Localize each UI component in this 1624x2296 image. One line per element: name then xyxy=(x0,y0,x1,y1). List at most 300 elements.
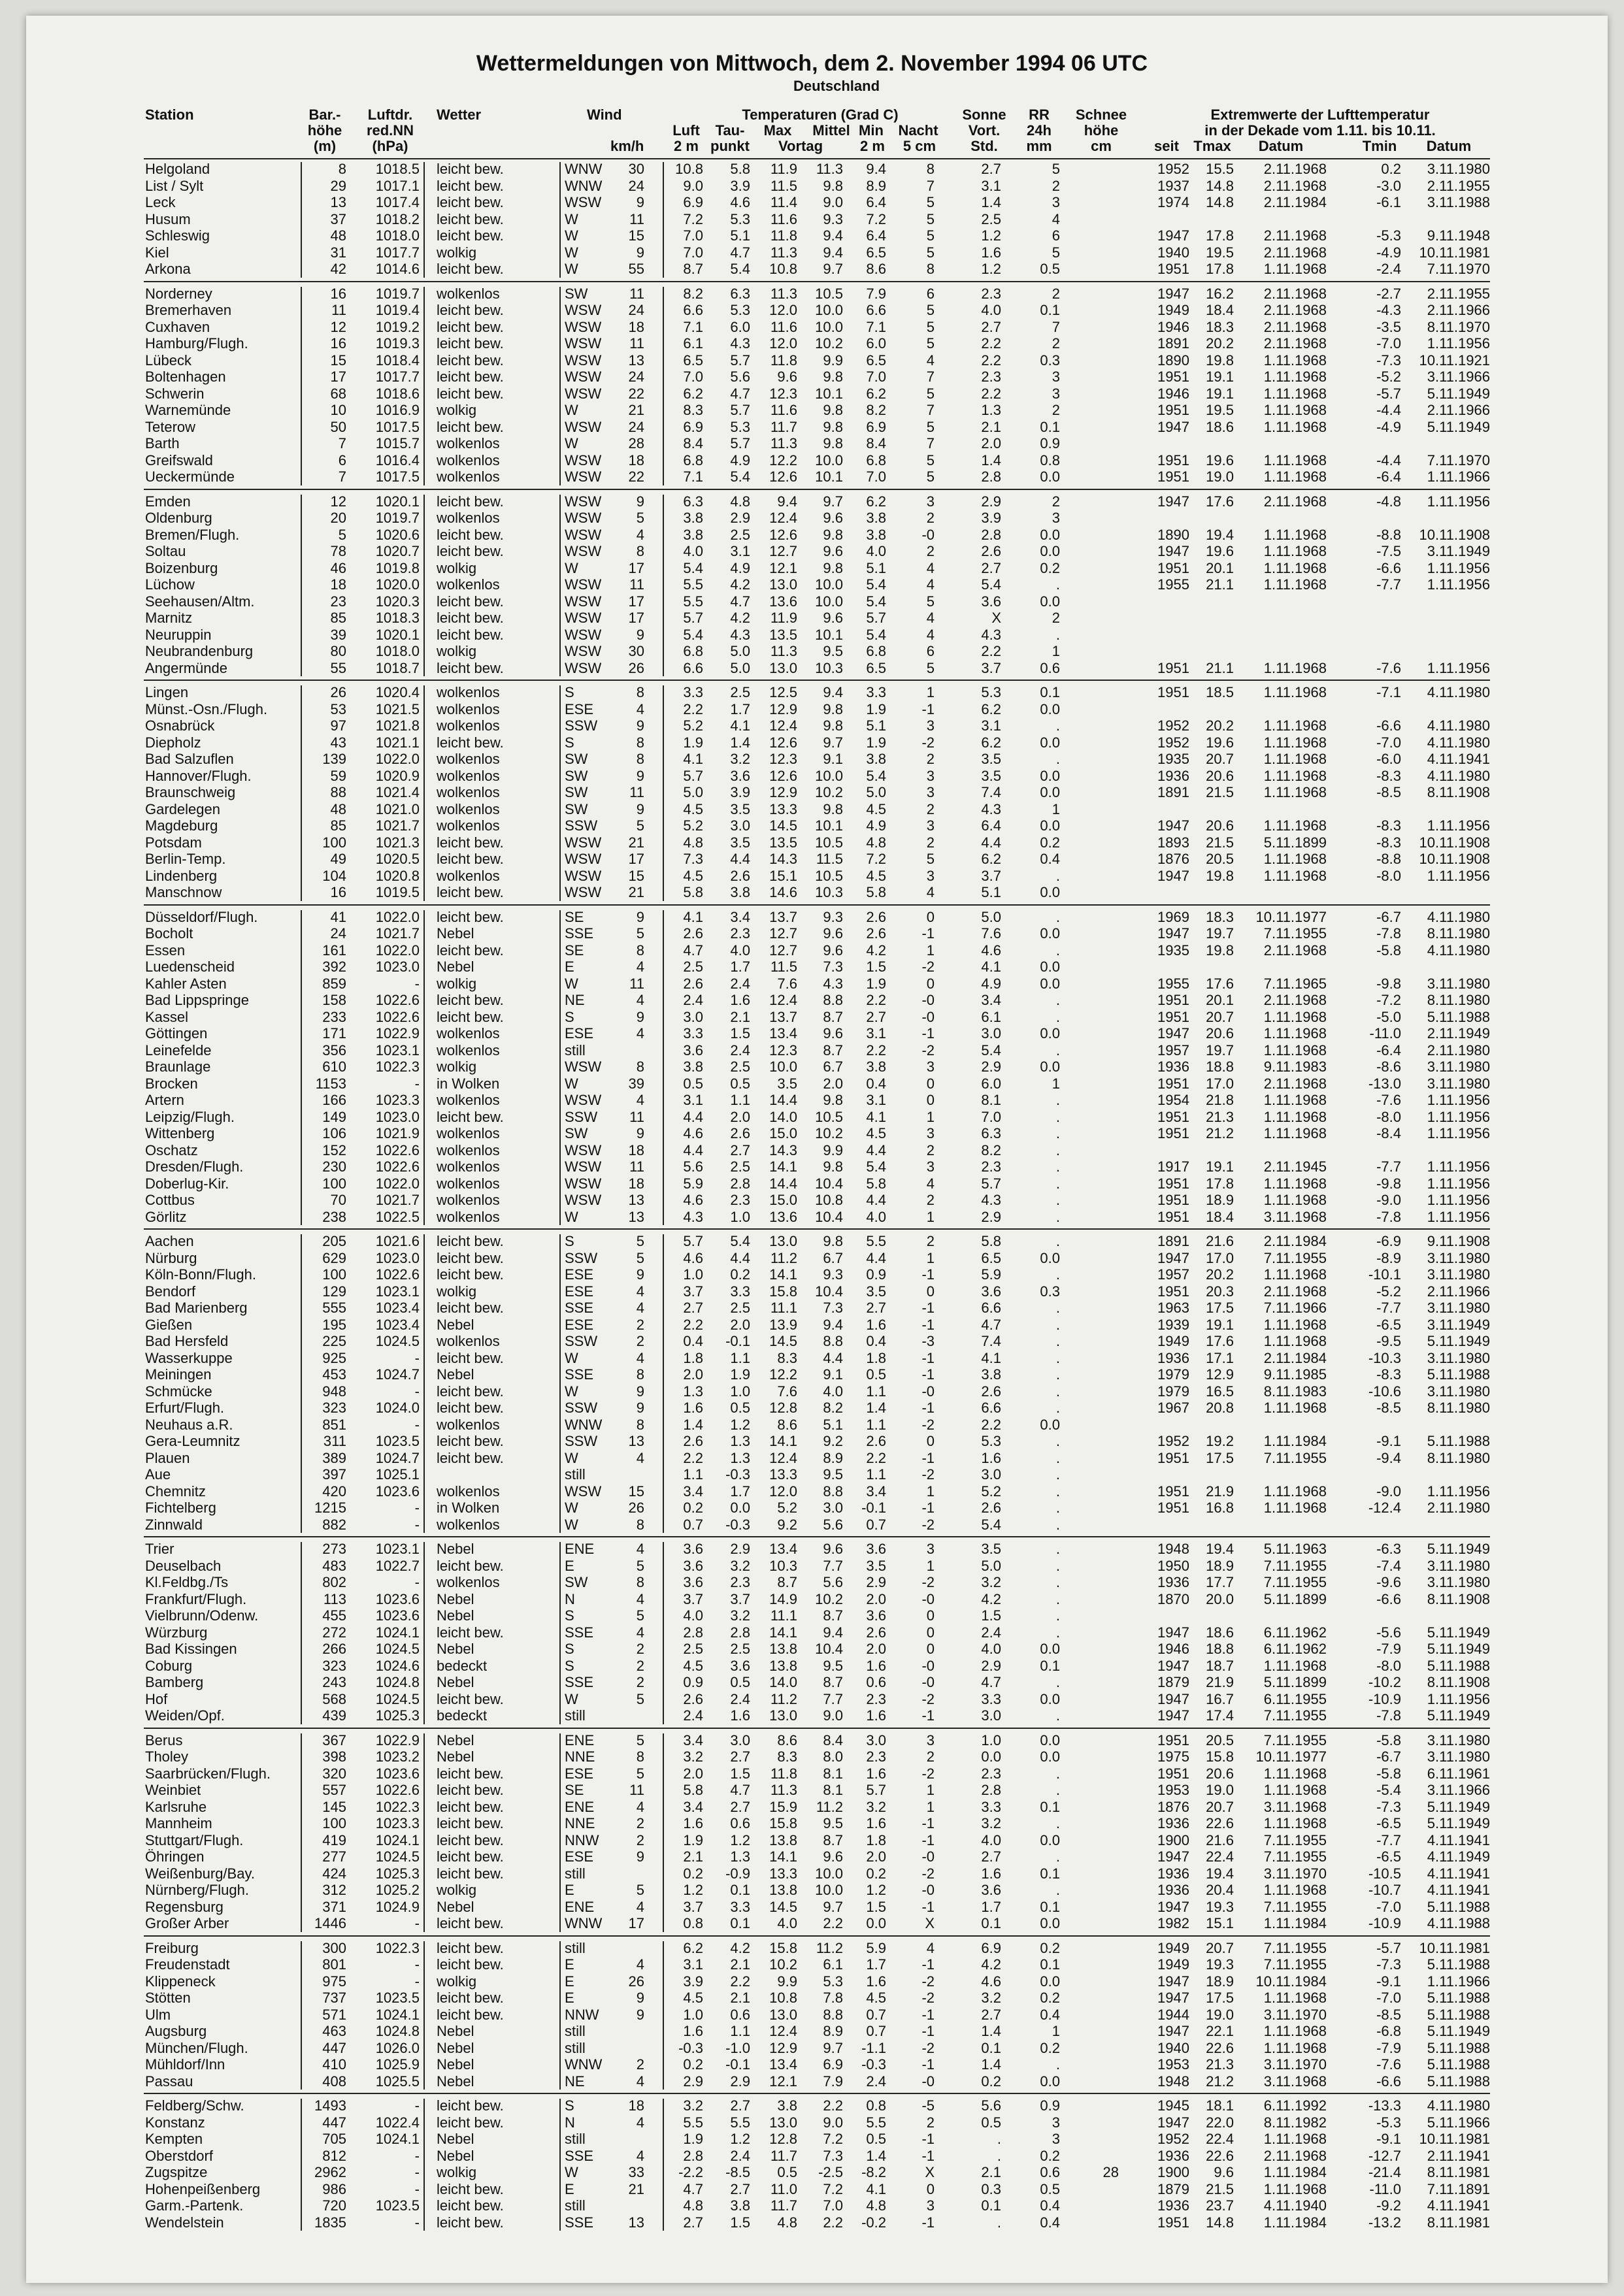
cell-air-temp: 10.8 xyxy=(675,161,703,177)
cell-min-2m: 5.5 xyxy=(866,2114,886,2131)
cell-rain-24h: 0.2 xyxy=(1040,1990,1060,2006)
cell-elevation: 53 xyxy=(330,700,346,717)
cell-rain-24h: 0.0 xyxy=(1040,1249,1060,1266)
cell-dewpoint: 3.7 xyxy=(730,1590,750,1607)
cell-night-min-5cm: -1 xyxy=(921,2214,935,2231)
cell-weather: leicht bew. xyxy=(437,418,504,435)
cell-min-2m: 2.3 xyxy=(866,1748,886,1765)
cell-tmax-date: 1.11.1968 xyxy=(1263,1782,1327,1798)
cell-pressure: 1020.8 xyxy=(375,867,420,884)
cell-station: Karlsruhe xyxy=(145,1798,207,1815)
col-header-dewpoint-2: punkt xyxy=(710,138,750,154)
cell-rain-24h: . xyxy=(1055,1175,1060,1192)
cell-air-temp: 2.7 xyxy=(683,2214,703,2231)
cell-max-prev-day: 12.4 xyxy=(769,510,797,526)
table-row xyxy=(0,1483,1624,1500)
cell-sunshine: 1.4 xyxy=(981,2023,1001,2039)
cell-min-2m: 2.2 xyxy=(866,1041,886,1058)
station-group xyxy=(0,2097,1624,2231)
cell-weather: wolkenlos xyxy=(437,767,500,784)
cell-rain-24h: . xyxy=(1055,1516,1060,1533)
cell-tmax-date: 1.11.1968 xyxy=(1263,734,1327,751)
cell-max-prev-day: 10.0 xyxy=(769,1058,797,1075)
cell-tmax-record: 17.4 xyxy=(1206,1707,1234,1724)
cell-night-min-5cm: -0 xyxy=(921,1882,935,1898)
cell-night-min-5cm: 5 xyxy=(926,210,935,227)
cell-dewpoint: 4.3 xyxy=(730,626,750,643)
cell-elevation: 158 xyxy=(322,992,346,1008)
cell-max-prev-day: 13.3 xyxy=(769,1466,797,1483)
cell-pressure: - xyxy=(414,1915,420,1931)
table-row xyxy=(0,194,1624,211)
cell-tmin-date: 8.11.1980 xyxy=(1427,992,1490,1008)
cell-air-temp: 7.1 xyxy=(683,318,703,335)
cell-dewpoint: 3.5 xyxy=(730,834,750,851)
table-row xyxy=(0,1266,1624,1283)
station-group xyxy=(0,286,1624,485)
cell-tmin-date: 7.11.1970 xyxy=(1427,451,1490,468)
cell-sunshine: 1.3 xyxy=(981,402,1001,418)
cell-tmax-date: 2.11.1968 xyxy=(1263,244,1327,261)
cell-sunshine: 6.5 xyxy=(981,1249,1001,1266)
cell-min-2m: 0.7 xyxy=(866,1516,886,1533)
cell-pressure: 1025.2 xyxy=(375,1882,420,1898)
cell-night-min-5cm: -0 xyxy=(921,992,935,1008)
cell-night-min-5cm: 3 xyxy=(926,717,935,734)
cell-sunshine: 3.9 xyxy=(981,510,1001,526)
cell-pressure: 1023.3 xyxy=(375,1815,420,1831)
cell-elevation: 447 xyxy=(322,2114,346,2131)
column-rule xyxy=(559,910,561,1226)
cell-wind-speed: 18 xyxy=(628,1175,644,1192)
cell-dewpoint: 1.3 xyxy=(730,1449,750,1466)
cell-tmin-record: -7.9 xyxy=(1376,1641,1401,1657)
cell-record-since: 1947 xyxy=(1157,493,1189,510)
table-row xyxy=(0,868,1624,885)
cell-night-min-5cm: 2 xyxy=(926,1748,935,1765)
cell-min-2m: 3.5 xyxy=(866,1283,886,1300)
cell-tmax-date: 1.11.1968 xyxy=(1263,369,1327,385)
cell-wind-speed: 15 xyxy=(628,1483,644,1500)
cell-record-since: 1870 xyxy=(1157,1590,1189,1607)
table-row xyxy=(0,734,1624,751)
cell-max-prev-day: 7.6 xyxy=(777,975,797,992)
cell-station: Norderney xyxy=(145,285,212,302)
cell-wind-direction: N xyxy=(565,2114,575,2131)
cell-tmin-record: -8.5 xyxy=(1376,2006,1401,2023)
cell-max-prev-day: 13.6 xyxy=(769,593,797,610)
cell-tmin-date: 4.11.1980 xyxy=(1427,2097,1490,2114)
cell-weather: wolkig xyxy=(437,1882,477,1898)
cell-record-since: 1951 xyxy=(1157,659,1189,676)
cell-station: Diepholz xyxy=(145,734,201,751)
cell-weather: leicht bew. xyxy=(437,1300,504,1316)
cell-tmin-record: -6.6 xyxy=(1376,2073,1401,2090)
cell-max-prev-day: 15.8 xyxy=(769,1815,797,1831)
cell-tmin-date: 8.11.1970 xyxy=(1427,318,1490,335)
cell-tmax-record: 18.7 xyxy=(1206,1657,1234,1674)
cell-tmax-date: 1.11.1968 xyxy=(1263,867,1327,884)
cell-pressure: - xyxy=(414,1956,420,1973)
cell-tmin-date: 3.11.1980 xyxy=(1427,1300,1490,1316)
cell-pressure: - xyxy=(414,1574,420,1590)
cell-weather: leicht bew. xyxy=(437,1383,504,1400)
table-row xyxy=(0,1915,1624,1932)
cell-min-2m: 5.5 xyxy=(866,1233,886,1249)
table-row xyxy=(0,1899,1624,1916)
cell-wind-direction: W xyxy=(565,975,578,992)
cell-station: Weiden/Opf. xyxy=(145,1707,225,1724)
cell-pressure: 1021.7 xyxy=(375,1192,420,1208)
cell-pressure: 1022.5 xyxy=(375,1208,420,1225)
cell-rain-24h: 3 xyxy=(1052,2114,1060,2131)
cell-pressure: 1023.5 xyxy=(375,2197,420,2214)
cell-air-temp: 2.6 xyxy=(683,1433,703,1449)
cell-dewpoint: 1.5 xyxy=(730,1765,750,1782)
cell-tmin-date: 5.11.1949 xyxy=(1427,1798,1490,1815)
station-group xyxy=(0,909,1624,1226)
cell-sunshine: 7.0 xyxy=(981,1108,1001,1125)
cell-tmin-date: 1.11.1956 xyxy=(1427,559,1490,576)
cell-sunshine: 4.3 xyxy=(981,626,1001,643)
column-rule xyxy=(301,1234,302,1533)
cell-min-2m: 0.7 xyxy=(866,2023,886,2039)
cell-tmax-record: 20.5 xyxy=(1206,1731,1234,1748)
cell-tmax-record: 19.4 xyxy=(1206,1865,1234,1882)
cell-record-since: 1967 xyxy=(1157,1400,1189,1416)
cell-night-min-5cm: 0 xyxy=(926,1433,935,1449)
cell-wind-speed: 2 xyxy=(636,1815,644,1831)
cell-max-prev-day: 8.6 xyxy=(777,1416,797,1433)
cell-air-temp: 5.0 xyxy=(683,784,703,800)
cell-weather: leicht bew. xyxy=(437,526,504,543)
cell-mean-prev-day: 8.1 xyxy=(823,1765,843,1782)
cell-pressure: 1022.9 xyxy=(375,1731,420,1748)
cell-dewpoint: -0.9 xyxy=(725,1865,750,1882)
cell-pressure: 1022.6 xyxy=(375,1158,420,1175)
table-row xyxy=(0,593,1624,610)
cell-weather: leicht bew. xyxy=(437,1624,504,1641)
cell-min-2m: 6.0 xyxy=(866,335,886,352)
cell-station: Gera-Leumnitz xyxy=(145,1433,240,1449)
cell-mean-prev-day: 9.1 xyxy=(823,1366,843,1383)
cell-max-prev-day: 15.8 xyxy=(769,1939,797,1956)
cell-record-since: 1947 xyxy=(1157,1973,1189,1990)
cell-tmin-record: -4.8 xyxy=(1376,493,1401,510)
cell-station: Weißenburg/Bay. xyxy=(145,1865,255,1882)
cell-rain-24h: . xyxy=(1055,1707,1060,1724)
table-row xyxy=(0,684,1624,701)
cell-dewpoint: 2.5 xyxy=(730,526,750,543)
cell-wind-direction: ENE xyxy=(565,1541,595,1557)
cell-station: Angermünde xyxy=(145,659,227,676)
cell-station: Bad Marienberg xyxy=(145,1300,248,1316)
cell-wind-direction: W xyxy=(565,435,578,451)
table-row xyxy=(0,468,1624,485)
cell-record-since: 1963 xyxy=(1157,1300,1189,1316)
table-row xyxy=(0,560,1624,577)
cell-night-min-5cm: -1 xyxy=(921,1707,935,1724)
cell-max-prev-day: 12.6 xyxy=(769,526,797,543)
cell-rain-24h: 0.0 xyxy=(1040,543,1060,559)
cell-rain-24h: . xyxy=(1055,717,1060,734)
col-header-wind-unit: km/h xyxy=(610,138,644,154)
cell-pressure: 1022.0 xyxy=(375,942,420,959)
column-rule xyxy=(301,287,302,485)
cell-night-min-5cm: -1 xyxy=(921,2023,935,2039)
cell-air-temp: 5.7 xyxy=(683,1233,703,1249)
cell-mean-prev-day: 8.7 xyxy=(823,1041,843,1058)
station-group xyxy=(0,684,1624,901)
cell-elevation: 1493 xyxy=(314,2097,346,2114)
cell-rain-24h: 0.0 xyxy=(1040,884,1060,900)
cell-tmax-record: 18.9 xyxy=(1206,1973,1234,1990)
cell-mean-prev-day: 2.2 xyxy=(823,2214,843,2231)
cell-elevation: 139 xyxy=(322,751,346,767)
cell-dewpoint: 2.8 xyxy=(730,1175,750,1192)
cell-air-temp: 6.1 xyxy=(683,335,703,352)
cell-night-min-5cm: -0 xyxy=(921,1674,935,1690)
table-row xyxy=(0,1158,1624,1175)
cell-tmax-date: 1.11.1968 xyxy=(1263,576,1327,593)
cell-tmin-record: -11.0 xyxy=(1369,2180,1401,2197)
cell-weather: leicht bew. xyxy=(437,161,504,177)
cell-tmax-date: 5.11.1899 xyxy=(1263,1674,1327,1690)
cell-tmax-date: 3.11.1970 xyxy=(1263,1865,1327,1882)
cell-mean-prev-day: 10.2 xyxy=(815,784,843,800)
cell-pressure: 1018.0 xyxy=(375,643,420,659)
table-row xyxy=(0,1765,1624,1782)
cell-air-temp: 6.8 xyxy=(683,451,703,468)
cell-tmin-date: 1.11.1966 xyxy=(1427,468,1490,485)
cell-night-min-5cm: 0 xyxy=(926,1283,935,1300)
cell-min-2m: 1.9 xyxy=(866,975,886,992)
cell-elevation: 243 xyxy=(322,1674,346,1690)
cell-mean-prev-day: 2.2 xyxy=(823,2097,843,2114)
cell-wind-speed: 8 xyxy=(636,684,644,700)
cell-weather: Nebel xyxy=(437,1316,474,1333)
cell-max-prev-day: 14.1 xyxy=(769,1624,797,1641)
cell-weather: wolkig xyxy=(437,643,477,659)
cell-wind-speed: 8 xyxy=(636,751,644,767)
column-rule xyxy=(301,1542,302,1724)
cell-station: Öhringen xyxy=(145,1848,205,1865)
cell-pressure: 1023.3 xyxy=(375,1092,420,1108)
cell-mean-prev-day: 8.1 xyxy=(823,1782,843,1798)
cell-tmin-date: 10.11.1908 xyxy=(1419,834,1490,851)
table-row xyxy=(0,1433,1624,1450)
cell-air-temp: 7.0 xyxy=(683,369,703,385)
cell-max-prev-day: 12.8 xyxy=(769,1400,797,1416)
cell-station: List / Sylt xyxy=(145,177,204,194)
cell-pressure: 1024.8 xyxy=(375,2023,420,2039)
cell-wind-speed: 5 xyxy=(636,1731,644,1748)
cell-sunshine: . xyxy=(997,2147,1001,2164)
cell-mean-prev-day: 6.7 xyxy=(823,1058,843,1075)
cell-wind-direction: SW xyxy=(565,285,588,302)
cell-sunshine: 5.4 xyxy=(981,1516,1001,1533)
cell-max-prev-day: 14.1 xyxy=(769,1158,797,1175)
table-row xyxy=(0,942,1624,959)
cell-tmin-record: -8.8 xyxy=(1376,526,1401,543)
cell-tmax-date: 3.11.1968 xyxy=(1263,2073,1327,2090)
cell-record-since: 1891 xyxy=(1157,784,1189,800)
table-row xyxy=(0,1815,1624,1832)
cell-dewpoint: 3.3 xyxy=(730,1898,750,1915)
table-row xyxy=(0,1450,1624,1467)
cell-sunshine: 5.4 xyxy=(981,1041,1001,1058)
cell-air-temp: 7.3 xyxy=(683,851,703,867)
column-rule xyxy=(663,910,664,1226)
cell-tmin-date: 3.11.1980 xyxy=(1427,1731,1490,1748)
cell-max-prev-day: 13.9 xyxy=(769,1316,797,1333)
cell-tmin-date: 1.11.1956 xyxy=(1427,335,1490,352)
cell-air-temp: 1.6 xyxy=(683,1815,703,1831)
cell-max-prev-day: 12.0 xyxy=(769,335,797,352)
cell-min-2m: 2.6 xyxy=(866,908,886,925)
cell-air-temp: 3.8 xyxy=(683,526,703,543)
cell-rain-24h: 0.0 xyxy=(1040,1025,1060,1041)
table-row xyxy=(0,817,1624,834)
cell-air-temp: 4.6 xyxy=(683,1249,703,1266)
cell-wind-direction: still xyxy=(565,2023,586,2039)
cell-min-2m: 4.0 xyxy=(866,543,886,559)
cell-min-2m: 2.3 xyxy=(866,1690,886,1707)
cell-station: Helgoland xyxy=(145,161,210,177)
cell-record-since: 1950 xyxy=(1157,1557,1189,1574)
cell-weather: Nebel xyxy=(437,2147,474,2164)
cell-dewpoint: 5.8 xyxy=(730,161,750,177)
cell-tmax-date: 1.11.1968 xyxy=(1263,1125,1327,1141)
cell-tmin-record: -3.0 xyxy=(1376,177,1401,194)
cell-station: Berlin-Temp. xyxy=(145,851,226,867)
cell-max-prev-day: 14.9 xyxy=(769,1590,797,1607)
cell-rain-24h: . xyxy=(1055,1192,1060,1208)
cell-tmin-date: 4.11.1980 xyxy=(1427,942,1490,959)
cell-weather: Nebel xyxy=(437,2131,474,2147)
cell-tmin-date: 7.11.1891 xyxy=(1427,2180,1490,2197)
cell-tmax-date: 7.11.1955 xyxy=(1263,925,1327,942)
cell-tmax-date: 7.11.1955 xyxy=(1263,1831,1327,1848)
cell-max-prev-day: 10.3 xyxy=(769,1557,797,1574)
cell-pressure: 1022.3 xyxy=(375,1939,420,1956)
cell-station: Saarbrücken/Flugh. xyxy=(145,1765,271,1782)
cell-elevation: 104 xyxy=(322,867,346,884)
cell-air-temp: 4.3 xyxy=(683,1208,703,1225)
cell-mean-prev-day: 10.4 xyxy=(815,1208,843,1225)
cell-dewpoint: 1.2 xyxy=(730,2131,750,2147)
station-group xyxy=(0,1541,1624,1724)
table-row xyxy=(0,452,1624,469)
cell-wind-speed: 2 xyxy=(636,1674,644,1690)
cell-mean-prev-day: 10.4 xyxy=(815,1641,843,1657)
table-row xyxy=(0,1009,1624,1026)
table-row xyxy=(0,2040,1624,2057)
cell-rain-24h: . xyxy=(1055,576,1060,593)
cell-min-2m: 1.6 xyxy=(866,1657,886,1674)
column-rule xyxy=(559,162,561,278)
cell-tmin-date: 4.11.1980 xyxy=(1427,767,1490,784)
cell-pressure: 1024.5 xyxy=(375,1641,420,1657)
cell-night-min-5cm: -1 xyxy=(921,1500,935,1516)
cell-max-prev-day: 15.8 xyxy=(769,1283,797,1300)
cell-station: Dresden/Flugh. xyxy=(145,1158,244,1175)
cell-pressure: 1016.4 xyxy=(375,451,420,468)
cell-sunshine: 2.7 xyxy=(981,1848,1001,1865)
cell-tmin-date: 3.11.1966 xyxy=(1427,1782,1490,1798)
cell-wind-direction: still xyxy=(565,1865,586,1882)
cell-night-min-5cm: -2 xyxy=(921,1973,935,1990)
cell-tmax-date: 10.11.1984 xyxy=(1255,1973,1327,1990)
cell-weather: leicht bew. xyxy=(437,1798,504,1815)
cell-air-temp: 1.9 xyxy=(683,1831,703,1848)
cell-tmax-record: 14.8 xyxy=(1206,2214,1234,2231)
cell-rain-24h: 2 xyxy=(1052,177,1060,194)
cell-rain-24h: 0.0 xyxy=(1040,1915,1060,1931)
cell-tmin-record: -7.3 xyxy=(1376,1798,1401,1815)
table-row xyxy=(0,1283,1624,1300)
cell-mean-prev-day: 10.8 xyxy=(815,1192,843,1208)
col-header-snow-2: höhe xyxy=(1084,122,1119,139)
cell-mean-prev-day: 8.4 xyxy=(823,1731,843,1748)
cell-tmin-record: -2.7 xyxy=(1376,285,1401,302)
cell-record-since: 1935 xyxy=(1157,751,1189,767)
cell-sunshine: 2.7 xyxy=(981,161,1001,177)
col-header-air-1: Luft xyxy=(672,122,700,139)
cell-night-min-5cm: -2 xyxy=(921,1516,935,1533)
cell-tmin-record: -7.2 xyxy=(1376,992,1401,1008)
cell-wind-direction: E xyxy=(565,959,574,975)
table-row xyxy=(0,1517,1624,1533)
cell-wind-direction: ENE xyxy=(565,1898,595,1915)
cell-weather: leicht bew. xyxy=(437,1349,504,1366)
cell-air-temp: 4.8 xyxy=(683,2197,703,2214)
cell-tmin-record: -9.0 xyxy=(1376,1483,1401,1500)
cell-air-temp: 2.2 xyxy=(683,1449,703,1466)
cell-mean-prev-day: 9.4 xyxy=(823,244,843,261)
cell-pressure: 1023.1 xyxy=(375,1283,420,1300)
cell-dewpoint: 5.7 xyxy=(730,402,750,418)
cell-weather: leicht bew. xyxy=(437,1233,504,1249)
cell-sunshine: 2.2 xyxy=(981,385,1001,402)
cell-elevation: 12 xyxy=(330,318,346,335)
cell-min-2m: 4.8 xyxy=(866,2197,886,2214)
cell-tmax-date: 5.11.1899 xyxy=(1263,1590,1327,1607)
cell-record-since: 1951 xyxy=(1157,559,1189,576)
cell-air-temp: 5.2 xyxy=(683,717,703,734)
cell-sunshine: 2.8 xyxy=(981,1782,1001,1798)
cell-station: Potsdam xyxy=(145,834,202,851)
cell-record-since: 1953 xyxy=(1157,2056,1189,2073)
cell-air-temp: 6.2 xyxy=(683,1939,703,1956)
cell-record-since: 1947 xyxy=(1157,1025,1189,1041)
cell-tmin-date: 7.11.1970 xyxy=(1427,261,1490,277)
cell-min-2m: 0.7 xyxy=(866,2006,886,2023)
cell-mean-prev-day: 9.3 xyxy=(823,210,843,227)
cell-tmin-record: -8.5 xyxy=(1376,1400,1401,1416)
cell-sunshine: 1.2 xyxy=(981,261,1001,277)
cell-tmax-record: 22.0 xyxy=(1206,2114,1234,2131)
cell-wind-speed: 2 xyxy=(636,1333,644,1349)
cell-pressure: 1021.6 xyxy=(375,1233,420,1249)
cell-night-min-5cm: 1 xyxy=(926,1208,935,1225)
cell-air-temp: 1.0 xyxy=(683,2006,703,2023)
cell-air-temp: 6.8 xyxy=(683,643,703,659)
cell-wind-speed: 24 xyxy=(628,177,644,194)
cell-min-2m: 1.6 xyxy=(866,1765,886,1782)
cell-tmin-record: -21.4 xyxy=(1368,2164,1401,2180)
cell-tmax-date: 2.11.1968 xyxy=(1263,161,1327,177)
